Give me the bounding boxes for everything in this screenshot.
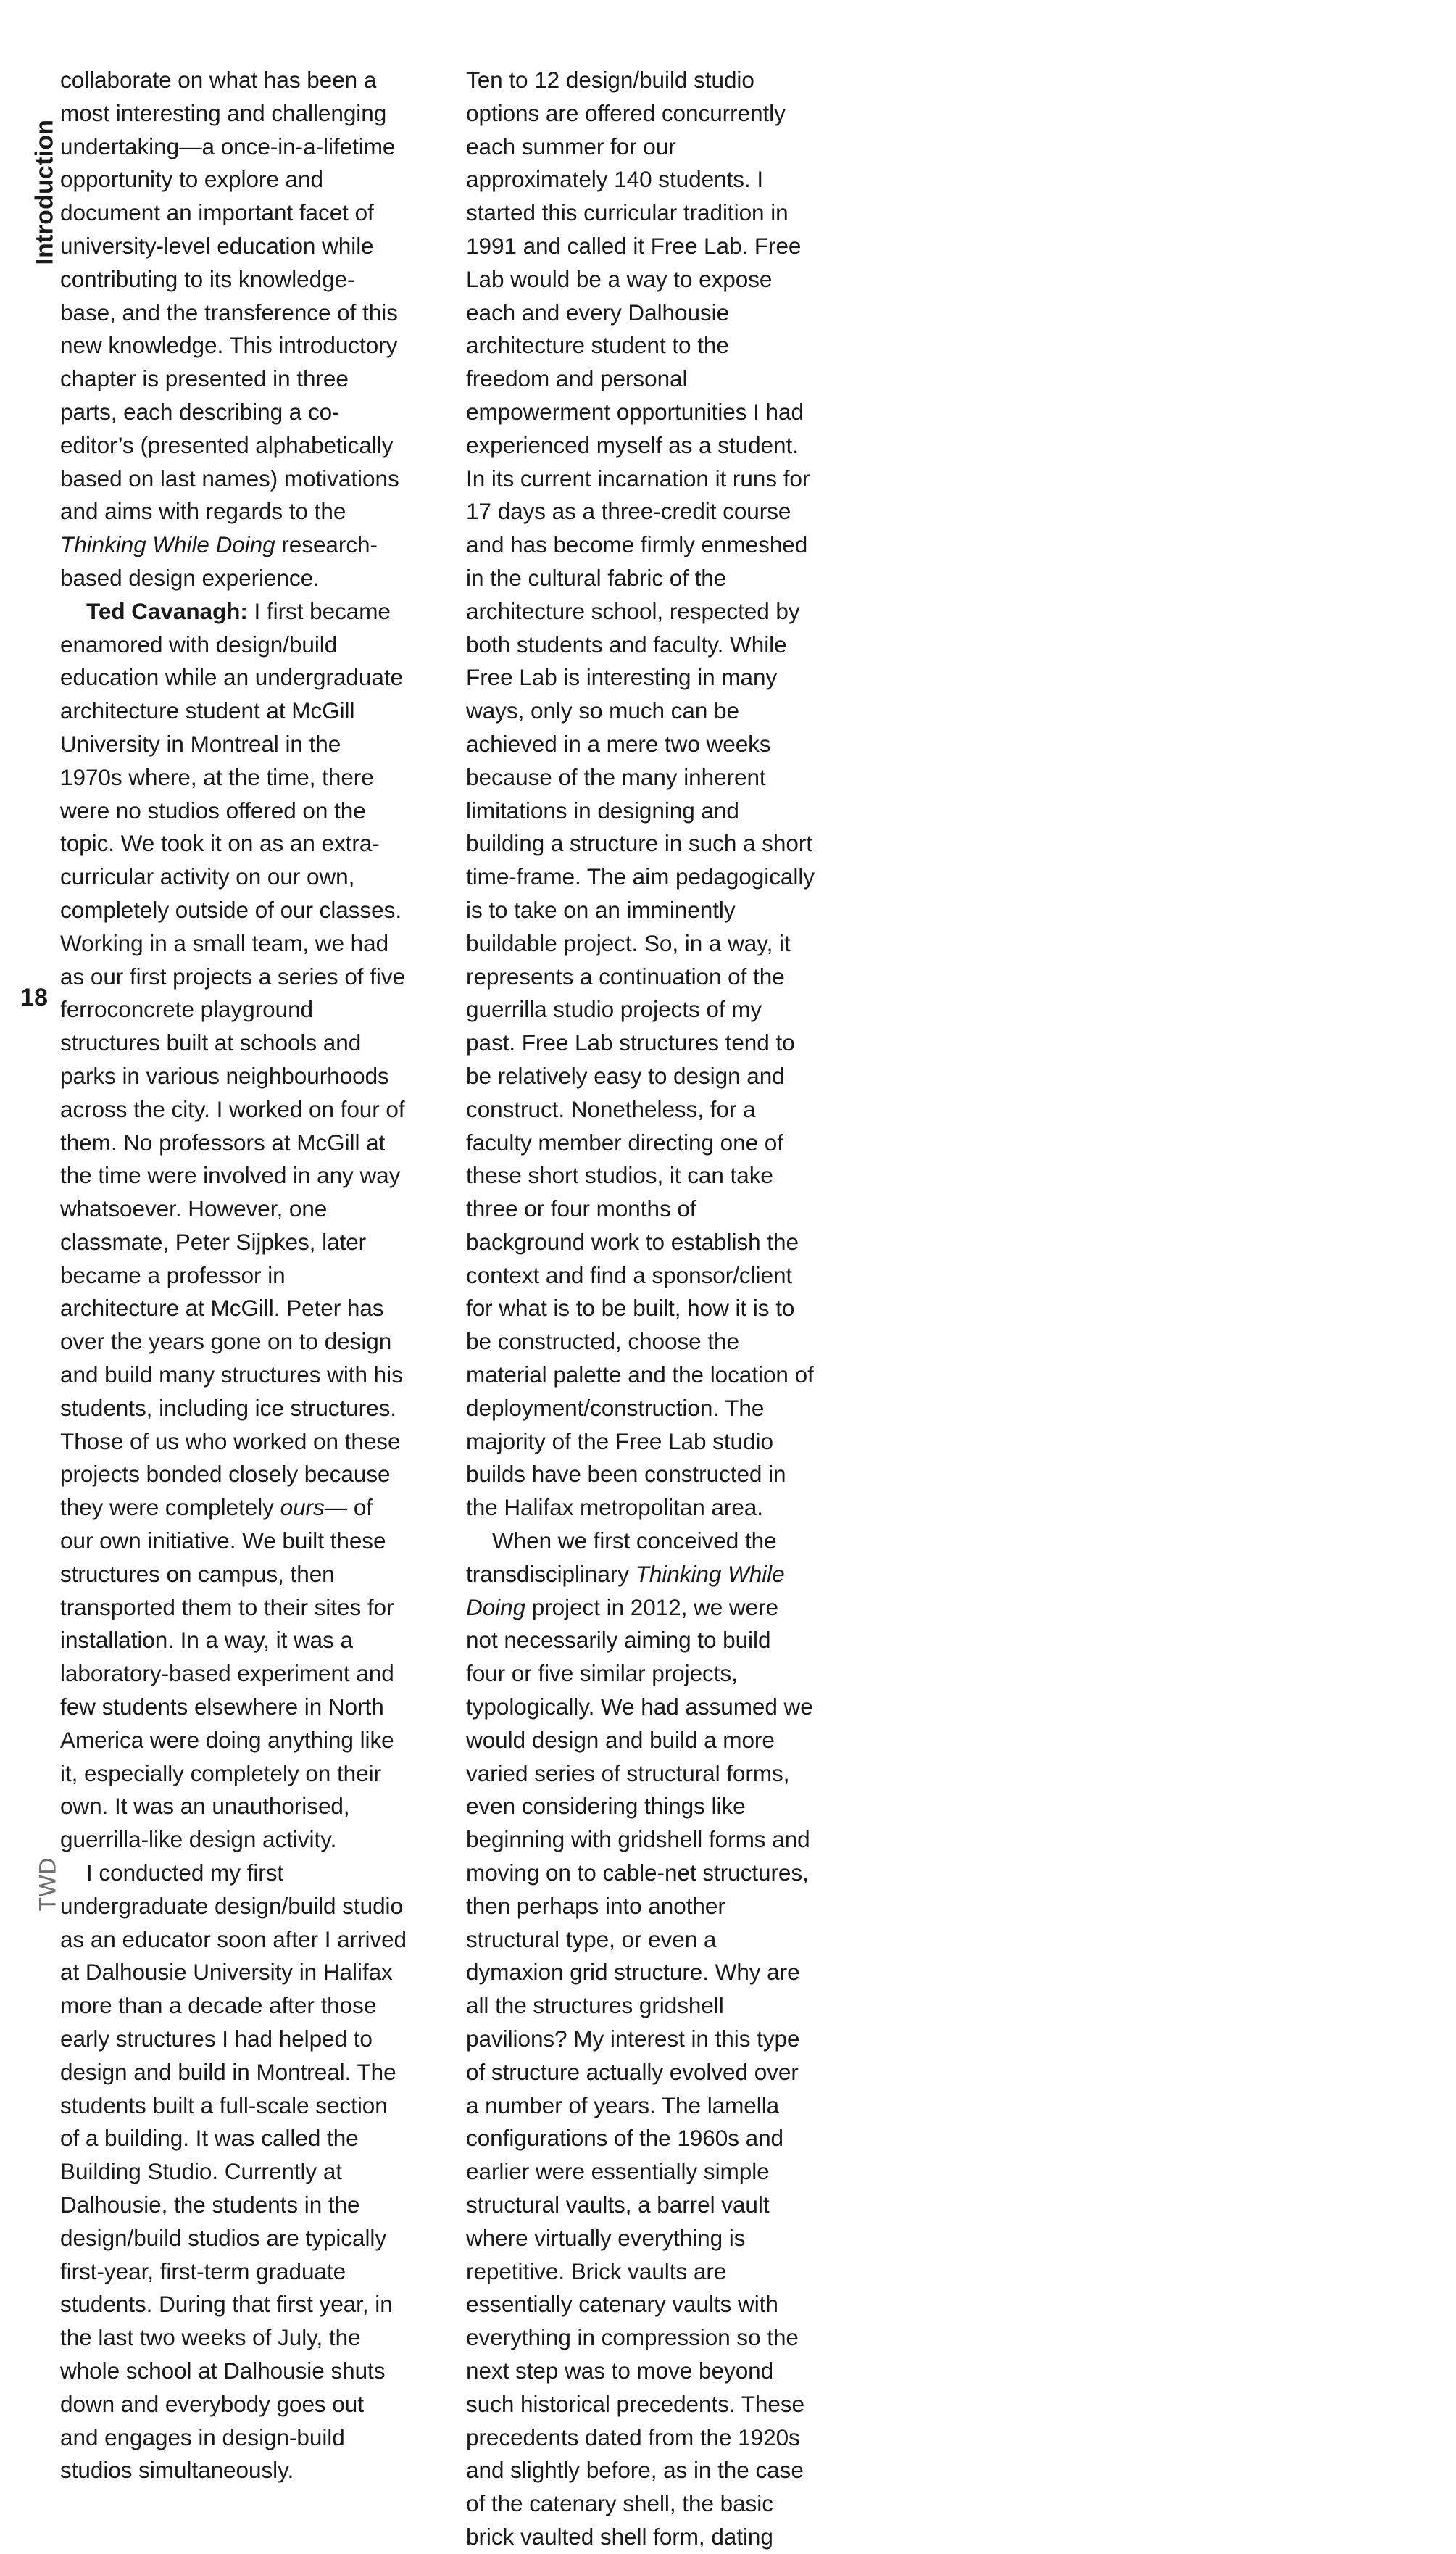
paragraph [466, 1525, 815, 2554]
paragraph [60, 1857, 407, 2487]
body-text: research-based design experience. [60, 531, 378, 591]
paragraph [60, 595, 407, 1857]
body-text: I first became enamored with design/build education while an undergraduate architecture student at McGill University in Montreal in the 1970s where, at the time, there were no studios offered on the topic. We took it on as an extra-curricular activity on our own, completely outside of our classes. Working in a small team, we had as our first projects a series of five ferroconcrete playground structures built at schools and parks in various neighbourhoods across the city. I worked on four of them. No professors at McGill at the time were involved in any way whatsoever. However, one classmate, Peter Sijpkes, later became a professor in architecture at McGill. Peter has over the years gone on to design and build many structures with his students, including ice structures. Those of us who worked on these projects bonded closely because they were completely [60, 597, 406, 1521]
body-text: collaborate on what has been a most interesting and challenging undertaking—a once-in-a-lifetime opportunity to explore and document an important facet of university-level education while contributing to its knowledge-base, and the transference of this new knowledge. This introductory chapter is presented in three parts, each describing a co-editor’s (presented alphabetically based on last names) motivations and aims with regards to the [60, 67, 399, 525]
text-column-right [466, 64, 815, 2554]
paragraph [60, 64, 407, 595]
page-text-body [60, 64, 1357, 2554]
body-text: When we first conceived the transdisciplinary [466, 1527, 777, 1587]
text-column-left [60, 64, 407, 2487]
emphasis-text: Thinking While Doing [466, 1560, 785, 1620]
running-head-introduction: Introduction [30, 119, 59, 265]
body-text: Ten to 12 design/build studio options are offered concurrently each summer for our approximately 140 students. I started this curricular tradition in 1991 and called it Free Lab. Free Lab would be a way to expose each and every Dalhousie architecture student to the freedom and personal empowerment opportunities I had experienced myself as a student. In its current incarnation it runs for 17 days as a three-credit course and has become firmly enmeshed in the cultural fabric of the architecture school, respected by both students and faculty. While Free Lab is interesting in many ways, only so much can be achieved in a mere two weeks because of the many inherent limitations in designing and building a structure in such a short time-frame. The aim pedagogically is to take on an imminently buildable project. So, in a way, it represents a continuation of the guerrilla studio projects of my past. Free Lab structures tend to be relatively easy to design and construct. Nonetheless, for a faculty member directing one of these short studios, it can take three or four months of background work to establish the context and find a sponsor/client for what is to be built, how it is to be constructed, choose the material palette and the location of deployment/construction. The majority of the Free Lab studio builds have been constructed in the Halifax metropolitan area. [466, 67, 815, 1521]
series-mark-twd: TWD [34, 1857, 61, 1912]
emphasis-text: Thinking While Doing [60, 531, 275, 558]
emphasis-text: ours [280, 1494, 325, 1521]
page-number: 18 [20, 984, 49, 1011]
body-text: project in 2012, we were not necessarily aiming to build four or five similar projects, typologically. We had assumed we would design and build a more varied series of structural forms, even considering things like beginning with gridshell forms and moving on to cable-net structures, then perhaps into another structural type, or even a dymaxion grid structure. Why are all the structures gridshell pavilions? My interest in this type of structure actually evolved over a number of years. The lamella configurations of the 1960s and earlier were essentially simple structural vaults, a barrel vault where virtually everything is repetitive. Brick vaults are essentially catenary vaults with everything in compression so the next step was to move beyond such historical precedents. These precedents dated from the 1920s and slightly before, as in the case of the catenary shell, the basic brick vaulted shell form, dating [466, 1593, 813, 2550]
body-text: — of our own initiative. We built these structures on campus, then transported them to their sites for installation. In a way, it was a laboratory-based experiment and few students elsewhere in North America were doing anything like it, especially completely on their own. It was an unauthorised, guerrilla-like design activity. [60, 1494, 394, 1853]
paragraph [466, 64, 815, 1525]
body-text: I conducted my first undergraduate design/build studio as an educator soon after I arrived at Dalhousie University in Halifax more than a decade after those early structures I had helped to design and build in Montreal. The students built a full-scale section of a building. It was called the Building Studio. Currently at Dalhousie, the students in the design/build studios are typically first-year, first-term graduate students. During that first year, in the last two weeks of July, the whole school at Dalhousie shuts down and everybody goes out and engages in design-build studios simultaneously. [60, 1859, 407, 2484]
speaker-name: Ted Cavanagh: [86, 597, 248, 624]
